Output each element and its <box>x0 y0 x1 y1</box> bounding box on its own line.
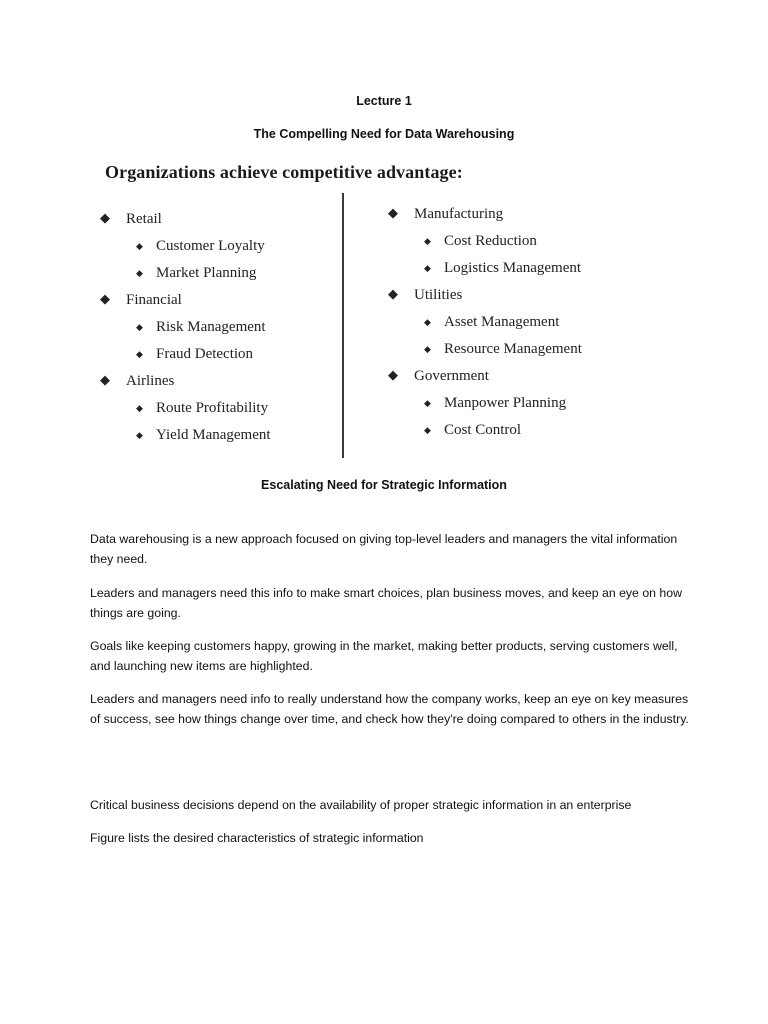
diamond-bullet-icon: ◆ <box>100 372 110 387</box>
diamond-bullet-icon: ◆ <box>136 241 143 251</box>
sub-item <box>388 259 582 286</box>
sub-item <box>388 340 582 367</box>
sub-item-label: Customer Loyalty <box>156 238 265 254</box>
lecture-title: Lecture 1 <box>356 94 412 108</box>
diamond-bullet-icon: ◆ <box>136 322 143 332</box>
category-item <box>388 286 582 313</box>
sub-item-label: Cost Reduction <box>444 233 537 249</box>
paragraph: Critical business decisions depend on the availability of proper strategic information in an enterprise <box>90 798 632 812</box>
category-item <box>388 367 582 394</box>
sub-item <box>388 232 582 259</box>
sub-item <box>100 264 271 291</box>
category-label: Financial <box>126 292 182 308</box>
category-label: Airlines <box>126 373 175 389</box>
category-item <box>100 372 271 399</box>
diamond-bullet-icon: ◆ <box>100 210 110 225</box>
sub-item <box>100 426 271 453</box>
category-label: Utilities <box>414 287 463 303</box>
document-title: The Compelling Need for Data Warehousing <box>253 127 515 141</box>
section-title: Escalating Need for Strategic Information <box>261 478 507 492</box>
sub-item-label: Route Profitability <box>156 400 269 416</box>
paragraph: Data warehousing is a new approach focused on giving top-level leaders and managers the vital information they need. <box>90 532 678 566</box>
diamond-bullet-icon: ◆ <box>424 236 431 246</box>
diamond-bullet-icon: ◆ <box>388 286 398 301</box>
sub-item-label: Fraud Detection <box>156 346 254 362</box>
sub-item-label: Market Planning <box>156 265 257 281</box>
sub-item-label: Resource Management <box>444 341 582 357</box>
diamond-bullet-icon: ◆ <box>100 291 110 306</box>
sub-item <box>100 399 271 426</box>
sub-item <box>100 237 271 264</box>
sub-item <box>388 421 582 448</box>
category-item <box>100 291 271 318</box>
category-label: Manufacturing <box>414 206 504 222</box>
diamond-bullet-icon: ◆ <box>424 344 431 354</box>
figure-left-column <box>100 210 271 453</box>
category-label: Retail <box>126 211 162 227</box>
sub-item-label: Manpower Planning <box>444 395 567 411</box>
paragraph: Figure lists the desired characteristics of strategic information <box>90 831 424 845</box>
sub-item-label: Yield Management <box>156 427 271 443</box>
category-item <box>100 210 271 237</box>
diamond-bullet-icon: ◆ <box>136 403 143 413</box>
diamond-bullet-icon: ◆ <box>136 430 143 440</box>
diamond-bullet-icon: ◆ <box>136 268 143 278</box>
category-item <box>388 205 582 232</box>
figure-divider <box>342 193 344 458</box>
category-label: Government <box>414 368 489 384</box>
paragraph: Leaders and managers need info to really understand how the company works, keep an eye on key measures of success, see how things change over time, and check how they're doing compared to others in the industry. <box>90 692 689 726</box>
figure-right-column <box>388 205 582 448</box>
diamond-bullet-icon: ◆ <box>424 317 431 327</box>
diamond-bullet-icon: ◆ <box>388 205 398 220</box>
sub-item <box>388 313 582 340</box>
diamond-bullet-icon: ◆ <box>136 349 143 359</box>
sub-item-label: Risk Management <box>156 319 266 335</box>
figure-heading: Organizations achieve competitive advantage: <box>105 162 463 182</box>
sub-item-label: Logistics Management <box>444 260 582 276</box>
diamond-bullet-icon: ◆ <box>424 263 431 273</box>
diamond-bullet-icon: ◆ <box>424 425 431 435</box>
sub-item-label: Cost Control <box>444 422 522 438</box>
diamond-bullet-icon: ◆ <box>388 367 398 382</box>
paragraph: Goals like keeping customers happy, growing in the market, making better products, serving customers well, and launching new items are highlighted. <box>90 639 678 673</box>
sub-item <box>100 345 271 372</box>
sub-item <box>388 394 582 421</box>
diamond-bullet-icon: ◆ <box>424 398 431 408</box>
sub-item <box>100 318 271 345</box>
sub-item-label: Asset Management <box>444 314 560 330</box>
paragraph: Leaders and managers need this info to make smart choices, plan business moves, and keep an eye on how things are going. <box>90 586 682 620</box>
